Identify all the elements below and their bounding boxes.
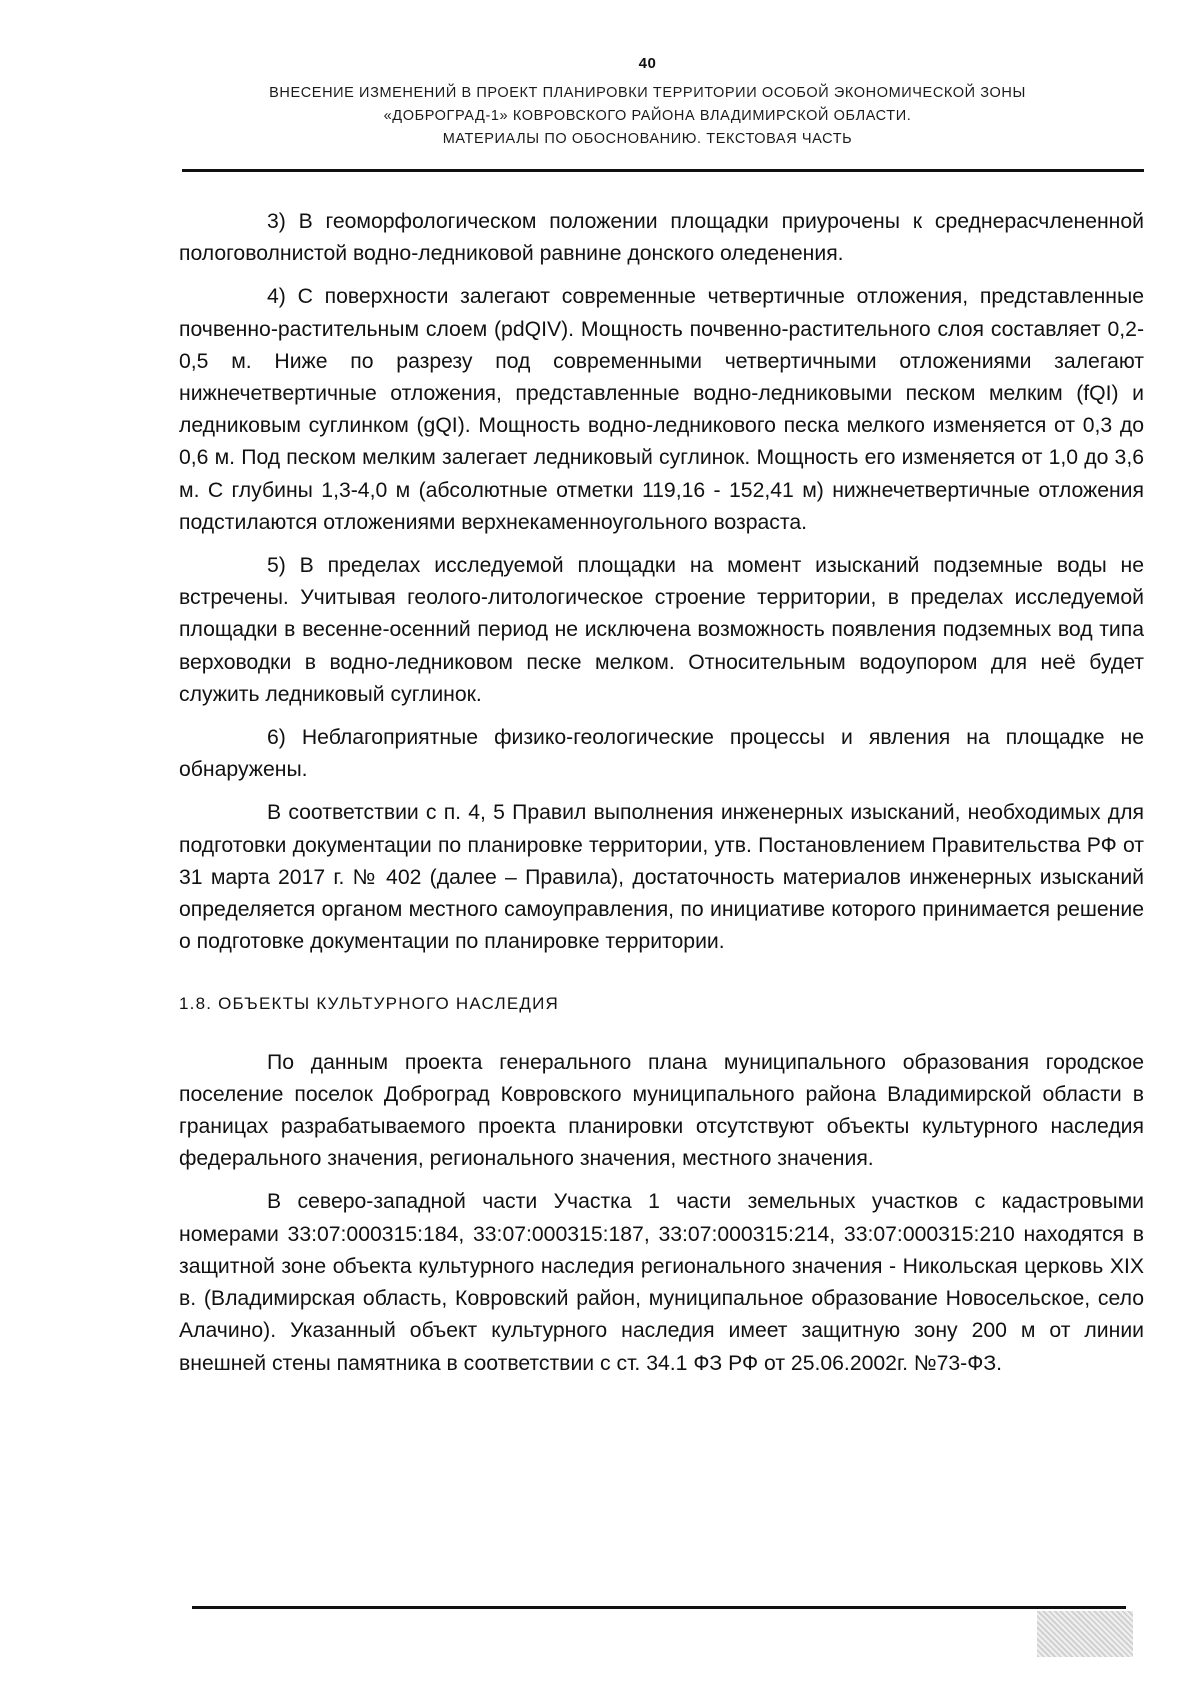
paragraph-protective-zone: В северо-западной части Участка 1 части земельных участков с кадастровыми номерами 33:07:000315:184, 33:07:000315:187, 33:07:000315:214, 33:07:000315:210 находятся в защитной зоне объекта культурного наследия регионального значения - Никольская церковь XIX в. (Владимирская область, Ковровский район, муниципальное образование Новосельское, село Алачино). Указанный объект культурного наследия имеет защитную зону 200 м от линии внешней стены памятника в соответствии с ст. 34.1 ФЗ РФ от 25.06.2002г. №73-ФЗ. [179,1190,1144,1375]
page-number: 40 [638,55,657,72]
paragraph-5-groundwater: 5) В пределах исследуемой площадки на момент изысканий подземные воды не встречены. Учитывая геолого-литологическое строение территории, в пределах исследуемой площадки в весенне-осенний период не исключена возможность появления подземных вод типа верховодки в водно-ледниковом песке мелком. Относительным водоупором для неё будет служить ледниковый суглинок. [179,554,1144,706]
footer-divider [192,1606,1126,1609]
scan-stamp-mark [1037,1611,1133,1657]
paragraph-4-deposits: 4) С поверхности залегают современные четвертичные отложения, представленные почвенно-растительным слоем (pdQIV). Мощность почвенно-растительного слоя составляет 0,2-0,5 м. Ниже по разрезу под современными четвертичными отложениями залегают нижнечетвертичные отложения, представленные водно-ледниковыми песком мелким (fQI) и ледниковым суглинком (gQI). Мощность водно-ледникового песка мелкого изменяется от 0,3 до 0,6 м. Под песком мелким залегает ледниковый суглинок. Мощность его изменяется от 1,0 до 3,6 м. С глубины 1,3-4,0 м (абсолютные отметки 119,16 - 152,41 м) нижнечетвертичные отложения подстилаются отложениями верхнекаменноугольного возраста. [179,285,1144,534]
paragraph-6-processes: 6) Неблагоприятные физико-геологические процессы и явления на площадке не обнаружены. [179,726,1144,782]
paragraph-general-plan: По данным проекта генерального плана муниципального образования городское поселение поселок Доброград Ковровского муниципального района Владимирской области в границах разрабатываемого проекта планировки отсутствуют объекты культурного наследия федерального значения, регионального значения, местного значения. [179,1050,1144,1171]
section-heading-cultural-heritage: 1.8. ОБЪЕКТЫ КУЛЬТУРНОГО НАСЛЕДИЯ [179,994,559,1014]
header-title-line-2: «ДОБРОГРАД-1» КОВРОВСКОГО РАЙОНА ВЛАДИМИРСКОЙ ОБЛАСТИ. [383,108,912,124]
header-title-line-1: ВНЕСЕНИЕ ИЗМЕНЕНИЙ В ПРОЕКТ ПЛАНИРОВКИ ТЕРРИТОРИИ ОСОБОЙ ЭКОНОМИЧЕСКОЙ ЗОНЫ [269,85,1026,101]
document-body [179,206,1144,1391]
paragraph-3-geomorphology: 3) В геоморфологическом положении площадки приурочены к среднерасчлененной пологоволнистой водно-ледниковой равнине донского оледенения. [179,210,1144,266]
header-title-line-3: МАТЕРИАЛЫ ПО ОБОСНОВАНИЮ. ТЕКСТОВАЯ ЧАСТЬ [442,131,853,147]
paragraph-rules: В соответствии с п. 4, 5 Правил выполнения инженерных изысканий, необходимых для подготовки документации по планировке территории, утв. Постановлением Правительства РФ от 31 марта 2017 г. № 402 (далее – Правила), достаточность материалов инженерных изысканий определяется органом местного самоуправления, по инициативе которого принимается решение о подготовке документации по планировке территории. [179,801,1144,954]
header-divider [182,169,1144,172]
